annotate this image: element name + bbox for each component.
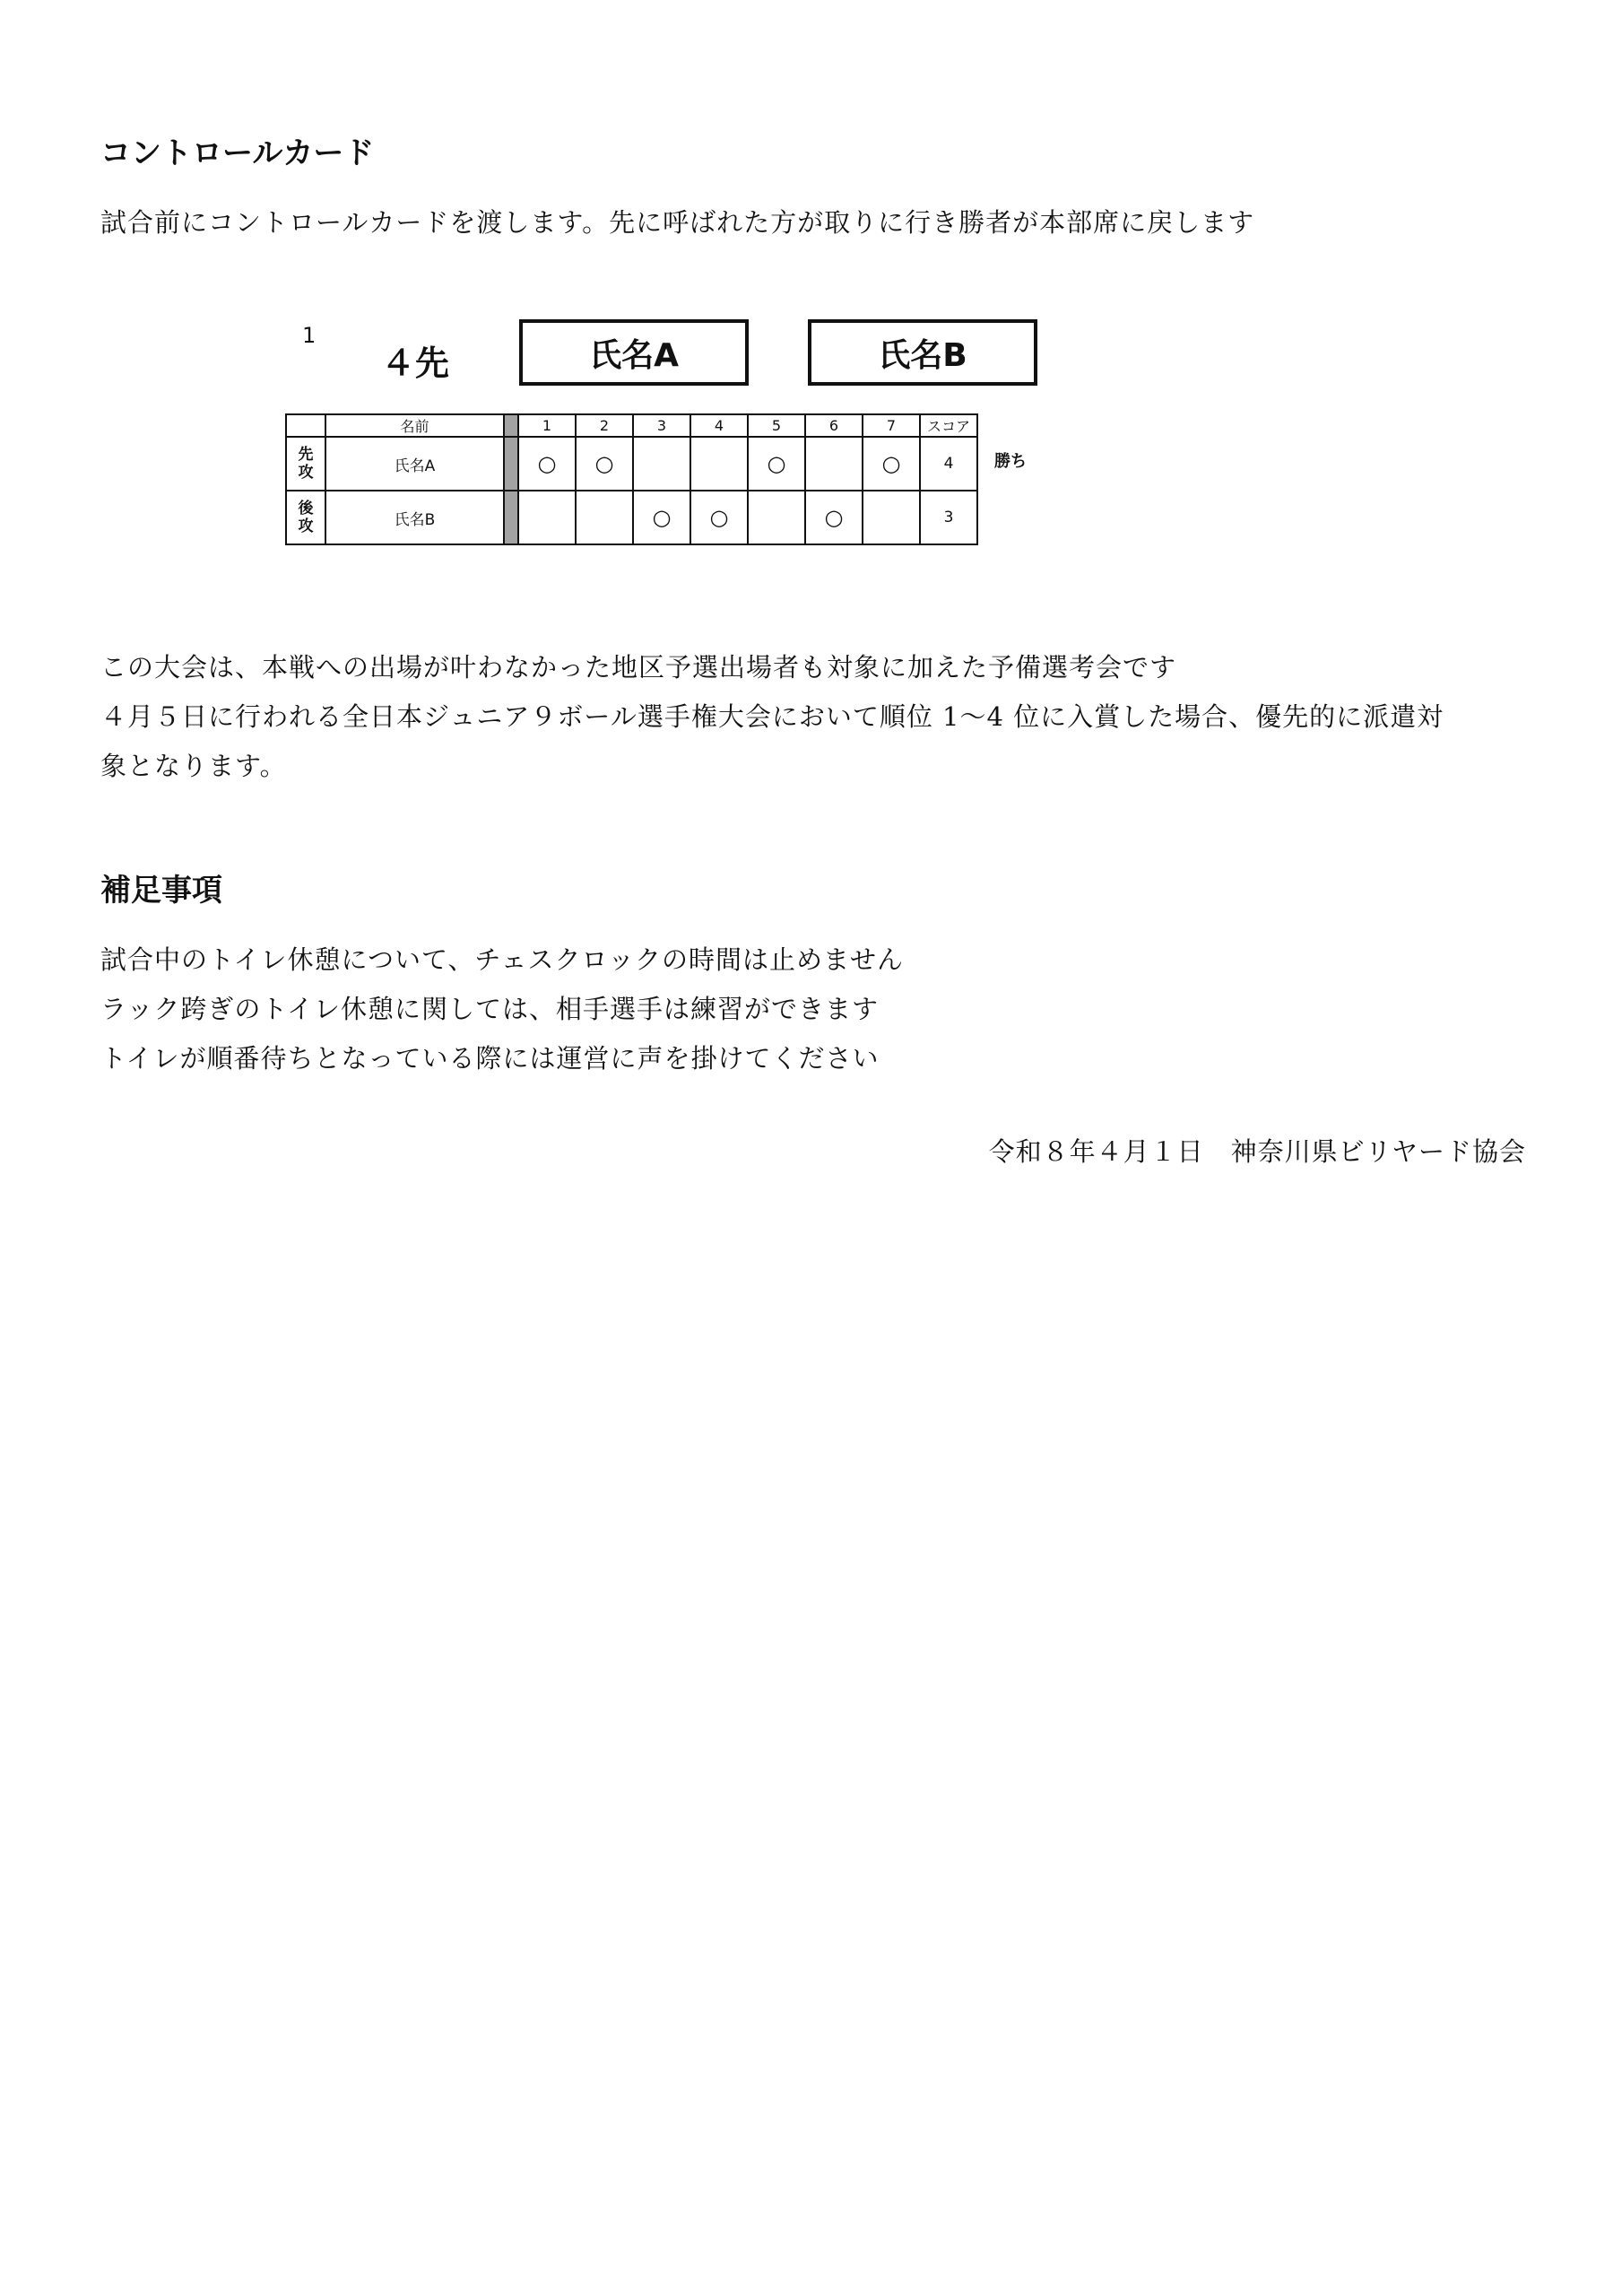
- header-rack-7: 7: [863, 414, 920, 437]
- header-score: スコア: [920, 414, 977, 437]
- divider-cell: [504, 491, 518, 544]
- section-title-control-card: コントロールカード: [100, 135, 375, 171]
- header-name: 名前: [325, 414, 504, 437]
- rack-cell: ○: [518, 437, 576, 491]
- rack-cell: [518, 491, 576, 544]
- section-title-supplementary: 補足事項: [100, 873, 222, 909]
- paragraph-line-1: この大会は、本戦への出場が叶わなかった地区予選出場者も対象に加えた予備選考会です: [100, 652, 1177, 683]
- divider-cell: [504, 414, 518, 437]
- rack-cell: [576, 491, 633, 544]
- table-row-player-a: [286, 437, 977, 491]
- header-blank-cell: [286, 414, 325, 437]
- header-rack-2: 2: [576, 414, 633, 437]
- control-card-instruction: 試合前にコントロールカードを渡します。先に呼ばれた方が取りに行き勝者が本部席に戻します: [100, 207, 1255, 238]
- supplementary-line-3: トイレが順番待ちとなっている際には運営に声を掛けてください: [100, 1043, 880, 1074]
- rack-cell: [748, 491, 805, 544]
- side-break-first: [286, 437, 325, 491]
- race-label: ４先: [381, 344, 450, 383]
- header-rack-6: 6: [805, 414, 863, 437]
- player-name-cell: 氏名B: [325, 491, 504, 544]
- rack-cell: ○: [863, 437, 920, 491]
- header-rack-5: 5: [748, 414, 805, 437]
- rack-cell: ○: [633, 491, 690, 544]
- side-break-second: [286, 491, 325, 544]
- player-b-name-box: 氏名B: [808, 319, 1037, 386]
- supplementary-line-1: 試合中のトイレ休憩について、チェスクロックの時間は止めません: [100, 944, 904, 975]
- date-and-association: 令和８年４月１日 神奈川県ビリヤード協会: [988, 1136, 1526, 1167]
- match-number: 1: [302, 323, 317, 348]
- rack-cell: ○: [805, 491, 863, 544]
- side-char: 後: [298, 500, 314, 517]
- table-row-player-b: [286, 491, 977, 544]
- score-table: [285, 413, 978, 545]
- score-cell: 4: [920, 437, 977, 491]
- score-cell: 3: [920, 491, 977, 544]
- player-name-cell: 氏名A: [325, 437, 504, 491]
- supplementary-line-2: ラック跨ぎのトイレ休憩に関しては、相手選手は練習ができます: [100, 994, 879, 1024]
- header-rack-1: 1: [518, 414, 576, 437]
- rack-cell: ○: [576, 437, 633, 491]
- side-char: 先: [298, 446, 314, 464]
- divider-cell: [504, 437, 518, 491]
- rack-cell: [805, 437, 863, 491]
- header-rack-3: 3: [633, 414, 690, 437]
- header-rack-4: 4: [690, 414, 748, 437]
- win-label: 勝ち: [994, 452, 1027, 471]
- rack-cell: ○: [748, 437, 805, 491]
- score-table-header: [286, 414, 977, 437]
- paragraph-line-3: 象となります。: [100, 751, 287, 781]
- side-char: 攻: [298, 464, 314, 482]
- rack-cell: [633, 437, 690, 491]
- player-a-name-box: 氏名A: [519, 319, 749, 386]
- side-char: 攻: [298, 517, 314, 535]
- rack-cell: [690, 437, 748, 491]
- paragraph-line-2: ４月５日に行われる全日本ジュニア９ボール選手権大会において順位 1〜4 位に入賞した場合、優先的に派遣対: [100, 701, 1444, 732]
- rack-cell: ○: [690, 491, 748, 544]
- rack-cell: [863, 491, 920, 544]
